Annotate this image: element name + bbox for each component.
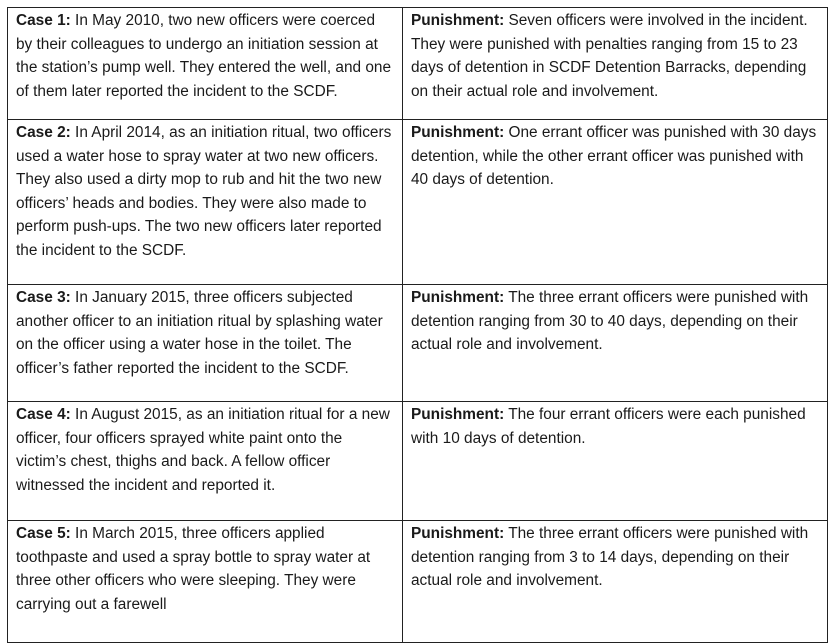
punishment-text: The four errant officers were each punished with 10 days of detention.: [411, 406, 806, 447]
punishment-label: Punishment:: [411, 12, 505, 29]
case-description: [8, 402, 403, 521]
punishment-text: Seven officers were involved in the incident. They were punished with penalties ranging from 15 to 23 days of detention in SCDF Detention Barracks, depending on their actual role and involvement.: [411, 12, 808, 100]
case-text: In May 2010, two new officers were coerced by their colleagues to undergo an initiation session at the station’s pump well. They entered the well, and one of them later reported the incident to the SCDF.: [16, 12, 392, 100]
case-row-5: [8, 521, 828, 643]
case-punishment: [403, 402, 828, 521]
case-punishment: [403, 521, 828, 643]
punishment-label: Punishment:: [411, 124, 505, 141]
case-row-1: [8, 8, 828, 120]
case-description: [8, 521, 403, 643]
case-punishment: [403, 285, 828, 402]
case-text: In January 2015, three officers subjected another officer to an initiation ritual by splashing water on the officer using a water hose in the toilet. The officer’s father reported the incident to the SCDF.: [16, 289, 383, 377]
case-description: [8, 8, 403, 120]
case-description: [8, 120, 403, 285]
punishment-text: The three errant officers were punished with detention ranging from 3 to 14 days, depending on their actual role and involvement.: [411, 525, 809, 590]
case-text: In August 2015, as an initiation ritual for a new officer, four officers sprayed white paint onto the victim’s chest, thighs and back. A fellow officer witnessed the incident and reported it.: [16, 406, 390, 494]
punishment-label: Punishment:: [411, 525, 505, 542]
case-label: Case 5:: [16, 525, 71, 542]
punishment-text: One errant officer was punished with 30 days detention, while the other errant officer was punished with 40 days of detention.: [411, 124, 817, 189]
cases-table: [7, 7, 828, 643]
case-label: Case 3:: [16, 289, 71, 306]
case-row-3: [8, 285, 828, 402]
case-label: Case 2:: [16, 124, 71, 141]
case-punishment: [403, 8, 828, 120]
punishment-text: The three errant officers were punished with detention ranging from 30 to 40 days, depending on their actual role and involvement.: [411, 289, 809, 354]
case-label: Case 1:: [16, 12, 71, 29]
punishment-label: Punishment:: [411, 289, 505, 306]
case-punishment: [403, 120, 828, 285]
punishment-label: Punishment:: [411, 406, 505, 423]
case-row-2: [8, 120, 828, 285]
case-text: In March 2015, three officers applied toothpaste and used a spray bottle to spray water at three other officers who were sleeping. They were carrying out a farewell: [16, 525, 371, 613]
case-description: [8, 285, 403, 402]
case-row-4: [8, 402, 828, 521]
case-label: Case 4:: [16, 406, 71, 423]
case-text: In April 2014, as an initiation ritual, two officers used a water hose to spray water at two new officers. They also used a dirty mop to rub and hit the two new officers’ heads and bodies. They were also made to perform push-ups. The two new officers later reported the incident to the SCDF.: [16, 124, 392, 259]
